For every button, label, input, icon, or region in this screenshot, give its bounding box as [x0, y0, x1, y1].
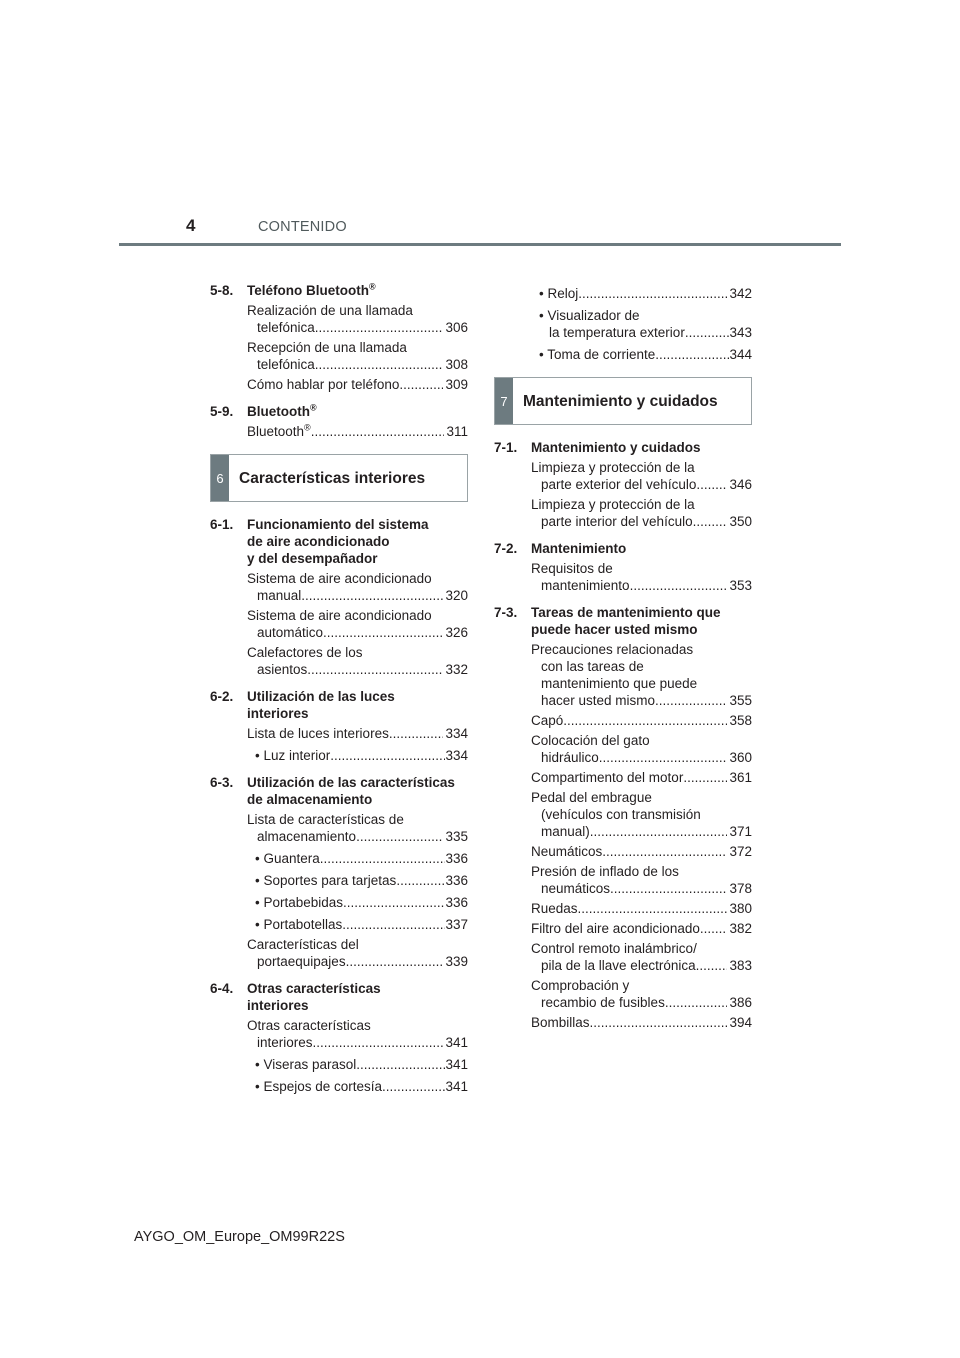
entry-text: Sistema de aire acondicionado — [247, 608, 432, 623]
toc-entry[interactable] — [494, 712, 752, 729]
toc-entry[interactable] — [210, 423, 468, 440]
toc-section-5-8[interactable] — [210, 282, 468, 299]
entry-text: asientos — [257, 662, 308, 677]
entry-text: telefónica — [257, 357, 315, 372]
page-ref: 334 — [445, 726, 468, 741]
page-ref: 336 — [445, 873, 468, 888]
entry-text: almacenamiento — [257, 829, 357, 844]
page-ref: 378 — [729, 881, 752, 896]
toc-section-6-1[interactable] — [210, 516, 468, 567]
page-ref: 337 — [445, 917, 468, 932]
entry-text: Presión de inflado de los — [531, 864, 679, 879]
toc-entry[interactable] — [210, 936, 468, 970]
toc-subentry[interactable] — [210, 872, 468, 889]
toc-section-7-3[interactable] — [494, 604, 752, 638]
entry-text: Precauciones relacionadas — [531, 642, 694, 657]
entry-text: Requisitos de — [531, 561, 613, 576]
entry-text: • Viseras parasol — [255, 1057, 357, 1072]
toc-entry[interactable] — [494, 920, 752, 937]
toc-section-5-9[interactable] — [210, 403, 468, 420]
entry-text: Bluetooth® — [247, 422, 311, 439]
toc-subentry[interactable] — [210, 850, 468, 867]
entry-text: pila de la llave electrónica — [541, 958, 696, 973]
section-number: 5-8. — [210, 283, 234, 298]
page-ref: 334 — [445, 748, 468, 763]
page-ref: 335 — [445, 829, 468, 844]
entry-text: manual) — [541, 824, 590, 839]
section-title: Tareas de mantenimiento que puede hacer usted mismo — [531, 605, 721, 637]
entry-text: Limpieza y protección de la — [531, 460, 695, 475]
entry-text: hidráulico — [541, 750, 599, 765]
toc-subentry[interactable] — [494, 346, 752, 363]
entry-text: Características del — [247, 937, 359, 952]
header-rule — [119, 243, 841, 246]
toc-entry[interactable] — [494, 789, 752, 840]
page-ref: 311 — [446, 424, 468, 439]
toc-section-6-4[interactable] — [210, 980, 468, 1014]
toc-subentry[interactable] — [210, 1078, 468, 1095]
entry-text: Recepción de una llamada — [247, 340, 407, 355]
toc-left-column — [210, 282, 468, 1095]
toc-section-6-3[interactable] — [210, 774, 468, 808]
page-ref: 346 — [729, 477, 752, 492]
toc-entry[interactable] — [210, 725, 468, 742]
toc-entry[interactable] — [210, 376, 468, 393]
toc-entry[interactable] — [494, 863, 752, 897]
entry-text: recambio de fusibles — [541, 995, 665, 1010]
entry-text: Limpieza y protección de la — [531, 497, 695, 512]
entry-text: Control remoto inalámbrico/ — [531, 941, 697, 956]
toc-section-7-2[interactable] — [494, 540, 752, 557]
page-number: 4 — [186, 216, 196, 235]
page-ref: 386 — [729, 995, 752, 1010]
entry-text: con las tareas de — [541, 659, 644, 674]
toc-entry[interactable] — [210, 339, 468, 373]
toc-subentry[interactable] — [494, 307, 752, 341]
page-ref: 332 — [445, 662, 468, 677]
toc-entry[interactable] — [494, 560, 752, 594]
page-ref: 358 — [729, 713, 752, 728]
entry-text: Capó — [531, 713, 564, 728]
page-ref: 344 — [729, 347, 752, 362]
page-ref: 353 — [729, 578, 752, 593]
section-title: Funcionamiento del sistema de aire acondicionado y del desempañador — [247, 517, 429, 566]
entry-text: la temperatura exterior — [549, 325, 685, 340]
entry-text: Cómo hablar por teléfono — [247, 377, 400, 392]
page-ref: 360 — [729, 750, 752, 765]
entry-text: Pedal del embrague — [531, 790, 652, 805]
entry-text: Lista de características de — [247, 812, 404, 827]
entry-text: hacer usted mismo — [541, 693, 656, 708]
toc-subentry[interactable] — [210, 916, 468, 933]
entry-text: Comprobación y — [531, 978, 630, 993]
entry-text: parte interior del vehículo — [541, 514, 693, 529]
entry-text: Ruedas — [531, 901, 578, 916]
page-ref: 394 — [729, 1015, 752, 1030]
page-ref: 339 — [445, 954, 468, 969]
entry-text: • Portabebidas — [255, 895, 344, 910]
section-number: 7-1. — [494, 440, 518, 455]
section-title: Mantenimiento y cuidados — [531, 440, 701, 455]
chapter-tab: 6 — [211, 455, 229, 501]
section-number: 6-2. — [210, 689, 234, 704]
page-ref: 336 — [445, 851, 468, 866]
page-ref: 309 — [445, 377, 468, 392]
toc-subentry[interactable] — [494, 285, 752, 302]
chapter-tab: 7 — [495, 378, 513, 424]
page-ref: 308 — [445, 357, 468, 372]
entry-text: portaequipajes — [257, 954, 346, 969]
toc-entry[interactable] — [494, 1014, 752, 1031]
document-code: AYGO_OM_Europe_OM99R22S — [134, 1229, 345, 1245]
entry-text: interiores — [257, 1035, 313, 1050]
page-ref: 361 — [729, 770, 752, 785]
entry-text: telefónica — [257, 320, 315, 335]
entry-text: Bombillas — [531, 1015, 590, 1030]
entry-text: • Reloj — [539, 286, 579, 301]
entry-text: Calefactores de los — [247, 645, 363, 660]
entry-text: Sistema de aire acondicionado — [247, 571, 432, 586]
entry-text: • Soportes para tarjetas — [255, 873, 397, 888]
toc-entry[interactable] — [494, 843, 752, 860]
section-number: 6-1. — [210, 517, 234, 532]
toc-entry[interactable] — [210, 811, 468, 845]
toc-section-6-2[interactable] — [210, 688, 468, 722]
chapter-7-header[interactable] — [494, 377, 752, 425]
toc-entry[interactable] — [210, 1017, 468, 1051]
chapter-title: Características interiores — [239, 469, 426, 487]
section-title: Bluetooth® — [247, 402, 317, 419]
section-number: 7-2. — [494, 541, 518, 556]
toc-entry[interactable] — [494, 900, 752, 917]
page-ref: 372 — [729, 844, 752, 859]
section-number: 7-3. — [494, 605, 518, 620]
page-ref: 341 — [445, 1057, 468, 1072]
toc-entry[interactable] — [210, 644, 468, 678]
entry-text: • Guantera — [255, 851, 320, 866]
entry-text: • Luz interior — [255, 748, 331, 763]
section-title: Mantenimiento — [531, 541, 627, 556]
entry-text: Filtro del aire acondicionado — [531, 921, 700, 936]
entry-text: automático — [257, 625, 324, 640]
toc-entry[interactable] — [494, 732, 752, 766]
section-number: 6-3. — [210, 775, 234, 790]
toc-entry[interactable] — [494, 940, 752, 974]
chapter-title: Mantenimiento y cuidados — [523, 392, 718, 410]
section-title: Utilización de las características de almacenamiento — [247, 775, 455, 807]
toc-entry[interactable] — [494, 977, 752, 1011]
entry-text: (vehículos con transmisión — [541, 807, 701, 822]
toc-entry[interactable] — [210, 302, 468, 336]
entry-text: mantenimiento — [541, 578, 630, 593]
page-ref: 341 — [445, 1035, 468, 1050]
toc-subentry[interactable] — [210, 1056, 468, 1073]
page-ref: 343 — [729, 325, 752, 340]
page-ref: 350 — [729, 514, 752, 529]
toc-section-7-1[interactable] — [494, 439, 752, 456]
page-ref: 382 — [729, 921, 752, 936]
toc-entry[interactable] — [494, 459, 752, 493]
entry-text: manual — [257, 588, 302, 603]
section-number: 5-9. — [210, 404, 234, 419]
page-ref: 336 — [445, 895, 468, 910]
entry-text: Lista de luces interiores — [247, 726, 389, 741]
page-ref: 341 — [445, 1079, 468, 1094]
toc-subentry[interactable] — [210, 747, 468, 764]
page-ref: 326 — [445, 625, 468, 640]
toc-entry[interactable] — [494, 496, 752, 530]
toc-entry[interactable] — [210, 570, 468, 604]
entry-text: • Toma de corriente — [539, 347, 656, 362]
section-number: 6-4. — [210, 981, 234, 996]
page-ref: 306 — [445, 320, 468, 335]
header-title: CONTENIDO — [258, 219, 347, 235]
page-ref: 320 — [445, 588, 468, 603]
toc-entry[interactable] — [494, 769, 752, 786]
page-ref: 380 — [729, 901, 752, 916]
page-ref: 383 — [729, 958, 752, 973]
toc-right-column — [494, 282, 752, 1031]
entry-text: Otras características — [247, 1018, 371, 1033]
section-title: Teléfono Bluetooth® — [247, 281, 376, 298]
page-ref: 355 — [729, 693, 752, 708]
entry-text: parte exterior del vehículo — [541, 477, 697, 492]
entry-text: Neumáticos — [531, 844, 603, 859]
section-title: Utilización de las luces interiores — [247, 689, 395, 721]
entry-text: neumáticos — [541, 881, 611, 896]
entry-text: • Espejos de cortesía — [255, 1079, 383, 1094]
entry-text: mantenimiento que puede — [541, 676, 698, 691]
toc-entry[interactable] — [494, 641, 752, 709]
chapter-6-header[interactable] — [210, 454, 468, 502]
toc-entry[interactable] — [210, 607, 468, 641]
toc-subentry[interactable] — [210, 894, 468, 911]
entry-text: Compartimento del motor — [531, 770, 684, 785]
entry-text: Realización de una llamada — [247, 303, 413, 318]
entry-text: Colocación del gato — [531, 733, 650, 748]
page-ref: 342 — [729, 286, 752, 301]
section-title: Otras características interiores — [247, 981, 381, 1013]
page-ref: 371 — [729, 824, 752, 839]
entry-text: • Visualizador de — [539, 308, 640, 323]
entry-text: • Portabotellas — [255, 917, 343, 932]
